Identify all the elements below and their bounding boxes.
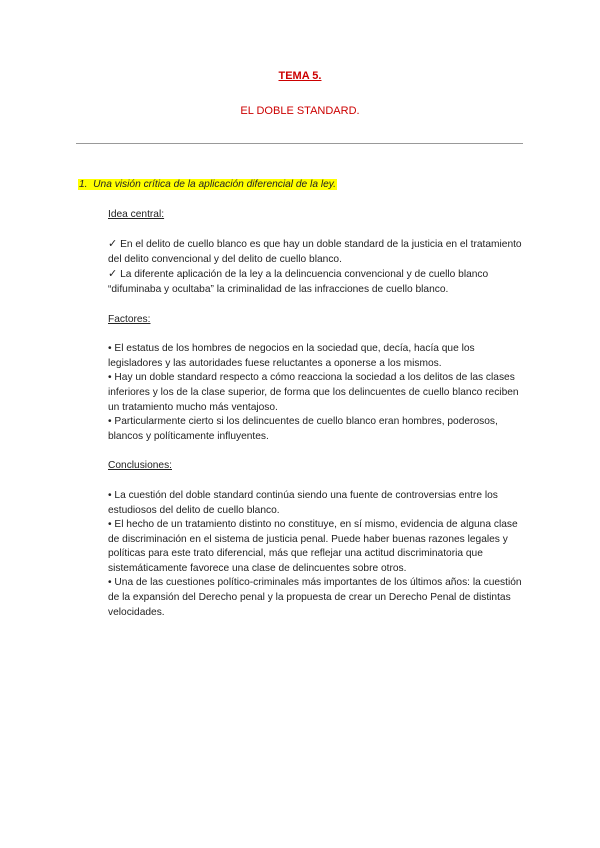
bullet-icon: •: [108, 489, 112, 501]
bullet-icon: •: [108, 343, 112, 355]
list-item-text: Hay un doble standard respecto a cómo reacciona la sociedad a los delitos de las clases inferiores y los de la clase superior, de forma que los delincuentes de cuello blanco reciben un tratamiento mucho más ventajoso.: [108, 372, 519, 413]
list-item: [108, 489, 522, 518]
bullet-icon: •: [108, 416, 112, 428]
conclusiones-heading: Conclusiones:: [108, 460, 172, 472]
list-item: [108, 267, 522, 297]
section-heading-text: Una visión crítica de la aplicación diferencial de la ley.: [93, 179, 336, 190]
document-subtitle: EL DOBLE STANDARD.: [240, 105, 360, 117]
idea-central-heading: Idea central:: [108, 208, 165, 220]
list-item: [108, 342, 522, 371]
list-item: [108, 371, 522, 415]
document-title: TEMA 5.: [278, 70, 322, 82]
idea-central-block: [108, 208, 522, 621]
horizontal-divider: [76, 143, 523, 144]
factores-heading: Factores:: [108, 313, 151, 325]
list-item: [108, 237, 522, 267]
list-item: [108, 576, 522, 620]
document-body: [79, 178, 522, 620]
list-item: [108, 518, 522, 576]
list-item-text: En el delito de cuello blanco es que hay un doble standard de la justicia en el tratamiento del delito convencional y del delito de cuello blanco.: [108, 239, 522, 265]
bullet-icon: •: [108, 519, 112, 531]
list-item-text: La cuestión del doble standard continúa siendo una fuente de controversias entre los estudiosos del delito de cuello blanco.: [108, 489, 498, 516]
bullet-icon: •: [108, 372, 112, 384]
highlighted-heading: [78, 179, 337, 190]
list-item-text: El hecho de un tratamiento distinto no constituye, en sí mismo, evidencia de alguna clase de discriminación en el sistema de justicia penal. Puede haber buenas razones legales y políticas para este trato diferencial, más que reflejar una actitud discriminatoria que sistemáticamente favorece una clase de delincuentes sobre otros.: [108, 519, 518, 574]
bullet-icon: •: [108, 577, 112, 589]
list-item-text: Una de las cuestiones político-criminales más importantes de los últimos años: la cuestión de la expansión del Derecho penal y la propuesta de crear un Derecho Penal de distintas velocidades.: [108, 577, 522, 618]
check-icon: ✓: [108, 238, 118, 251]
section-number: 1.: [79, 179, 88, 190]
section-heading: [78, 178, 522, 193]
list-item: [108, 415, 522, 444]
check-icon: ✓: [108, 268, 118, 281]
list-item-text: La diferente aplicación de la ley a la delincuencia convencional y de cuello blanco “difuminaba y ocultaba” la criminalidad de las infracciones de cuello blanco.: [108, 269, 489, 295]
list-item-text: El estatus de los hombres de negocios en la sociedad que, decía, hacía que los legisladores y las autoridades fuese reluctantes a oponerse a los mismos.: [108, 343, 475, 369]
list-item-text: Particularmente cierto si los delincuentes de cuello blanco eran hombres, poderosos, blancos y políticamente influyentes.: [108, 416, 498, 442]
